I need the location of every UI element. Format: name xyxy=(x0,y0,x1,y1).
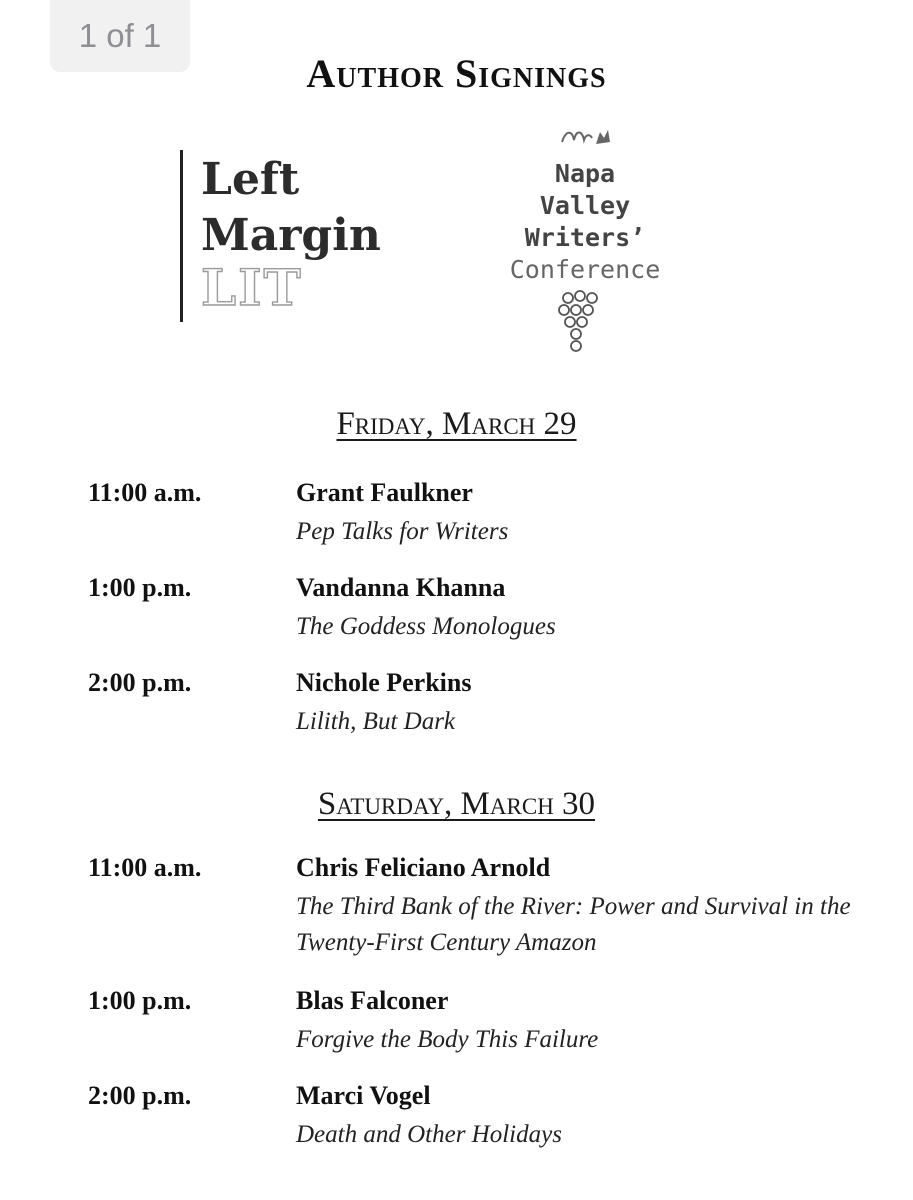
entry-author: Grant Faulkner xyxy=(296,478,473,507)
entry-author: Vandanna Khanna xyxy=(296,573,506,602)
entry-author: Marci Vogel xyxy=(296,1081,431,1110)
entry-author: Nichole Perkins xyxy=(296,668,472,697)
entry-book-title: Forgive the Body This Failure xyxy=(296,1026,599,1053)
left-margin-lit-logo xyxy=(168,128,408,348)
entry-book-title: Death and Other Holidays xyxy=(296,1121,562,1148)
page-title: Author Signings xyxy=(306,51,607,96)
entry-author: Blas Falconer xyxy=(296,986,449,1015)
entry-time: 11:00 a.m. xyxy=(88,853,202,882)
day-heading-friday xyxy=(0,406,913,443)
logo-word-left: Left xyxy=(201,154,300,205)
logo-line-conference: Conference xyxy=(509,255,661,284)
entry-book-title: Pep Talks for Writers xyxy=(296,518,509,545)
entry-time: 2:00 p.m. xyxy=(88,1081,192,1110)
page-indicator: 1 of 1 xyxy=(50,0,190,72)
napa-valley-writers-conference-logo xyxy=(480,122,690,362)
entry-time: 2:00 p.m. xyxy=(88,668,192,697)
day-heading-text: Saturday, March 30 xyxy=(317,786,596,822)
logo-divider xyxy=(180,150,183,322)
logo-line-writers: Writers’ xyxy=(524,223,646,252)
logo-word-lit: LIT xyxy=(201,258,303,317)
vine-leaf-icon xyxy=(558,124,614,150)
grape-cluster-icon xyxy=(554,288,610,358)
entry-book-title: Lilith, But Dark xyxy=(296,708,456,735)
logo-word-margin: Margin xyxy=(201,210,381,261)
entry-book-title: The Third Bank of the River: Power and Survival in the Twenty-First Century Amazon xyxy=(296,893,851,956)
logo-line-valley: Valley xyxy=(539,191,631,220)
entry-author: Chris Feliciano Arnold xyxy=(296,853,551,882)
logo-line-napa: Napa xyxy=(554,159,616,188)
day-heading-text: Friday, March 29 xyxy=(336,406,577,442)
entry-book-title: The Goddess Monologues xyxy=(296,613,556,640)
entry-time: 1:00 p.m. xyxy=(88,573,192,602)
day-heading-saturday xyxy=(0,786,913,823)
entry-time: 1:00 p.m. xyxy=(88,986,192,1015)
entry-time: 11:00 a.m. xyxy=(88,478,202,507)
